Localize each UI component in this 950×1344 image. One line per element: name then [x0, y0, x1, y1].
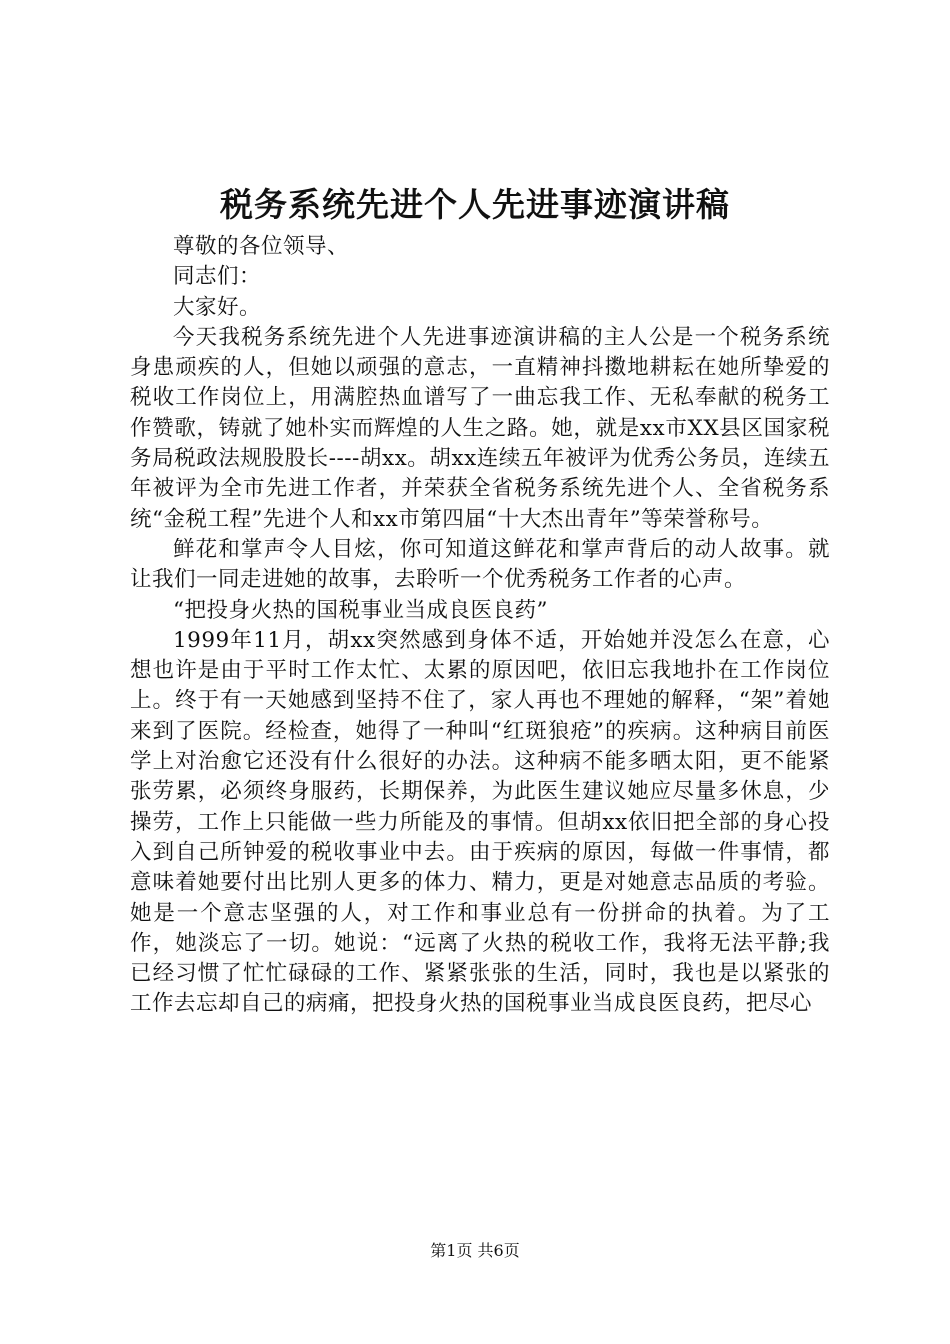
salutation-line-1: 尊敬的各位领导、 [173, 234, 350, 259]
paragraph-transition: 鲜花和掌声令人目炫，你可知道这鲜花和掌声背后的动人故事。就让我们一同走进她的故事，去聆听一个优秀税务工作者的心声。 [130, 536, 830, 593]
greeting-line: 大家好。 [173, 294, 262, 320]
paragraph-story: 1999年11月，胡xx突然感到身体不适，开始她并没怎么在意，心想也许是由于平时工作太忙、太累的原因吧，依旧忘我地扑在工作岗位上。终于有一天她感到坚持不住了，家人再也不理她的解释，“架”着她来到了医院。经检查，她得了一种叫“红斑狼疮”的疾病。这种病目前医学上对治愈它还没有什么很好的办法。这种病不能多晒太阳，更不能紧张劳累，必须终身服药，长期保养，为此医生建议她应尽量多休息，少操劳，工作上只能做一些力所能及的事情。但胡xx依旧把全部的身心投入到自己所钟爱的税收事业中去。由于疾病的原因，每做一件事情，都意味着她要付出比别人更多的体力、精力，更是对她意志品质的考验。她是一个意志坚强的人，对工作和事业总有一份拼命的执着。为了工作，她淡忘了一切。她说：“远离了火热的税收工作，我将无法平静;我已经习惯了忙忙碌碌的工作、紧紧张张的生活，同时，我也是以紧张的工作去忘却自己的病痛，把投身火热的国税事业当成良医良药，把尽心 [130, 627, 830, 1017]
document-title: 税务系统先进个人先进事迹演讲稿 [220, 185, 730, 224]
page-number-footer: 第1页 共6页 [430, 1241, 520, 1260]
paragraph-intro: 今天我税务系统先进个人先进事迹演讲稿的主人公是一个税务系统身患顽疾的人，但她以顽强的意志，一直精神抖擞地耕耘在她所挚爱的税收工作岗位上，用满腔热血谱写了一曲忘我工作、无私奉献的税务工作赞歌，铸就了她朴实而辉煌的人生之路。她，就是xx市XX县区国家税务局税政法规股股长----胡xx。胡xx连续五年被评为优秀公务员，连续五年被评为全市先进工作者，并荣获全省税务系统先进个人、全省税务系统“金税工程”先进个人和xx市第四届“十大杰出青年”等荣誉称号。 [130, 324, 830, 532]
section-heading: “把投身火热的国税事业当成良医良药” [173, 597, 548, 623]
salutation-line-2: 同志们： [173, 264, 262, 290]
document-body [130, 232, 830, 1020]
